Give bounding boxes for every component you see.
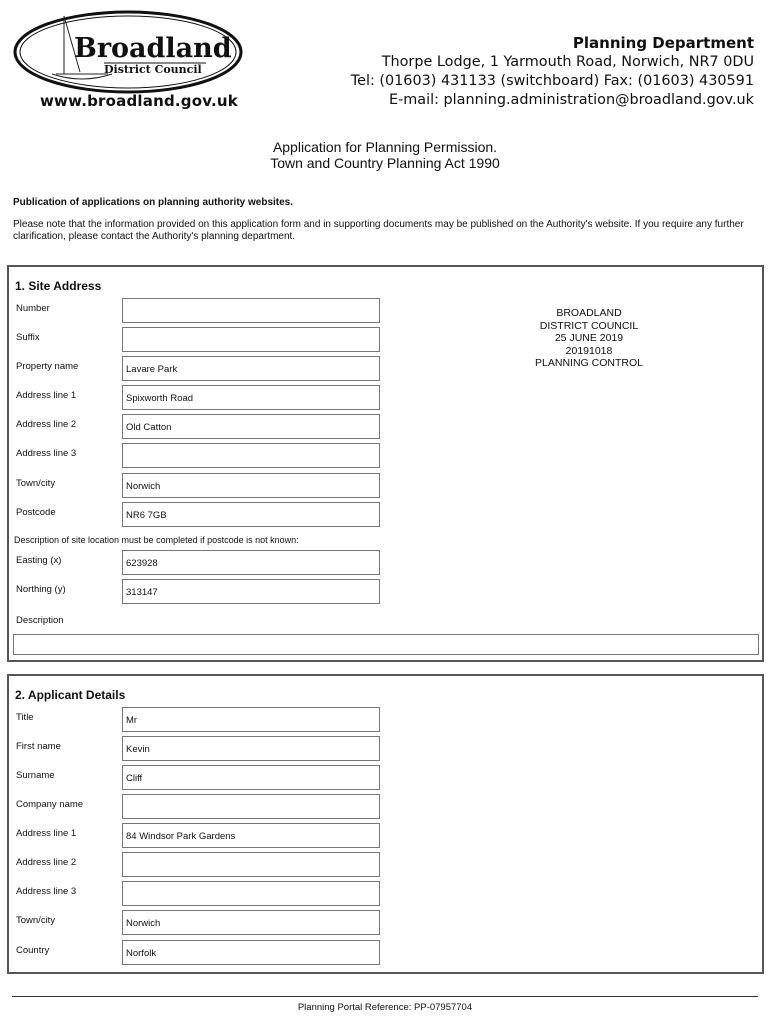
field-label: Northing (y) (16, 584, 66, 595)
field-label: Number (16, 303, 50, 314)
logo-text-icon: Broadland (74, 33, 232, 64)
address-line-3-input[interactable] (122, 881, 380, 906)
field-label: Company name (16, 799, 84, 810)
field-label: Property name (16, 361, 79, 372)
field-label: Address line 2 (16, 419, 77, 430)
stamp-line: DISTRICT COUNCIL (539, 319, 639, 332)
field-label: Postcode (16, 507, 56, 518)
field-label: Address line 3 (16, 448, 77, 459)
address-line-1-input[interactable]: 84 Windsor Park Gardens (122, 823, 380, 848)
field-label: Country (16, 945, 50, 956)
field-label: Town/city (16, 915, 56, 926)
address-line-1-input[interactable]: Spixworth Road (122, 385, 380, 410)
field-row-address-line-1 (9, 823, 389, 848)
field-row-surname (9, 765, 389, 790)
number-input[interactable] (122, 298, 380, 323)
field-label: First name (16, 741, 61, 752)
logo-ellipse-icon (12, 8, 244, 98)
surname-input[interactable]: Cliff (122, 765, 380, 790)
broadland-logo (12, 8, 244, 98)
department-email[interactable]: E-mail: planning.administration@broadland.gov.uk (389, 92, 754, 108)
address-line-2-input[interactable]: Old Catton (122, 414, 380, 439)
form-title-line1: Application for Planning Permission. (272, 139, 498, 155)
field-row-company-name (9, 794, 389, 819)
description-label: Description (16, 615, 64, 626)
field-row-title (9, 707, 389, 732)
field-row-property-name (9, 356, 389, 381)
title-input[interactable]: Mr (122, 707, 380, 732)
field-row-country (9, 940, 389, 965)
form-title (0, 139, 770, 171)
description-input[interactable] (13, 634, 759, 655)
field-row-easting (9, 550, 389, 575)
field-row-suffix (9, 327, 389, 352)
northing-input[interactable]: 313147 (122, 579, 380, 604)
field-label: Town/city (16, 478, 56, 489)
field-row-address-line-2 (9, 852, 389, 877)
field-row-postcode (9, 502, 389, 527)
received-stamp (499, 307, 679, 370)
location-note: Description of site location must be completed if postcode is not known: (14, 535, 299, 545)
website-url[interactable]: www.broadland.gov.uk (40, 92, 238, 110)
section-title: 2. Applicant Details (15, 688, 126, 702)
section-title: 1. Site Address (15, 279, 102, 293)
svg-text:District Council: District Council (104, 63, 202, 76)
suffix-input[interactable] (122, 327, 380, 352)
department-address: Thorpe Lodge, 1 Yarmouth Road, Norwich, NR7 0DU (381, 54, 754, 70)
property-name-input[interactable]: Lavare Park (122, 356, 380, 381)
field-row-address-line-3 (9, 881, 389, 906)
field-label: Address line 1 (16, 828, 77, 839)
publication-heading: Publication of applications on planning authority websites. (13, 197, 294, 208)
company-name-input[interactable] (122, 794, 380, 819)
field-label: Easting (x) (16, 555, 62, 566)
form-title-line2: Town and Country Planning Act 1990 (270, 155, 500, 171)
stamp-line: 20191018 (565, 344, 613, 357)
field-label: Address line 2 (16, 857, 77, 868)
footer-divider (12, 996, 758, 997)
stamp-line: 25 JUNE 2019 (554, 332, 624, 344)
stamp-line: BROADLAND (556, 307, 622, 319)
field-row-first-name (9, 736, 389, 761)
first-name-input[interactable]: Kevin (122, 736, 380, 761)
stamp-line: PLANNING CONTROL (535, 357, 643, 369)
field-row-town-city (9, 910, 389, 935)
postcode-input[interactable]: NR6 7GB (122, 502, 380, 527)
department-phones: Tel: (01603) 431133 (switchboard) Fax: (01603) 430591 (350, 73, 754, 89)
field-label: Title (16, 712, 34, 723)
field-label: Address line 3 (16, 886, 77, 897)
portal-reference: Planning Portal Reference: PP-07957704 (297, 1002, 473, 1013)
town-city-input[interactable]: Norwich (122, 910, 380, 935)
town-city-input[interactable]: Norwich (122, 473, 380, 498)
field-label: Address line 1 (16, 390, 77, 401)
applicant-details-section (7, 674, 764, 974)
publication-note: Please note that the information provided on this application form and in supporting documents may be published on the Authority's website. If you require any further clarification, please contact the Authority's planning department. (13, 219, 744, 242)
field-row-town-city (9, 473, 389, 498)
department-title: Planning Department (572, 34, 754, 52)
site-address-section (7, 265, 764, 662)
field-row-address-line-2 (9, 414, 389, 439)
field-row-address-line-3 (9, 443, 389, 468)
country-input[interactable]: Norfolk (122, 940, 380, 965)
easting-input[interactable]: 623928 (122, 550, 380, 575)
field-row-address-line-1 (9, 385, 389, 410)
field-row-northing (9, 579, 389, 604)
address-line-3-input[interactable] (122, 443, 380, 468)
address-line-2-input[interactable] (122, 852, 380, 877)
field-label: Suffix (16, 332, 40, 343)
department-contact (351, 34, 754, 110)
field-row-number (9, 298, 389, 323)
field-label: Surname (16, 770, 55, 781)
